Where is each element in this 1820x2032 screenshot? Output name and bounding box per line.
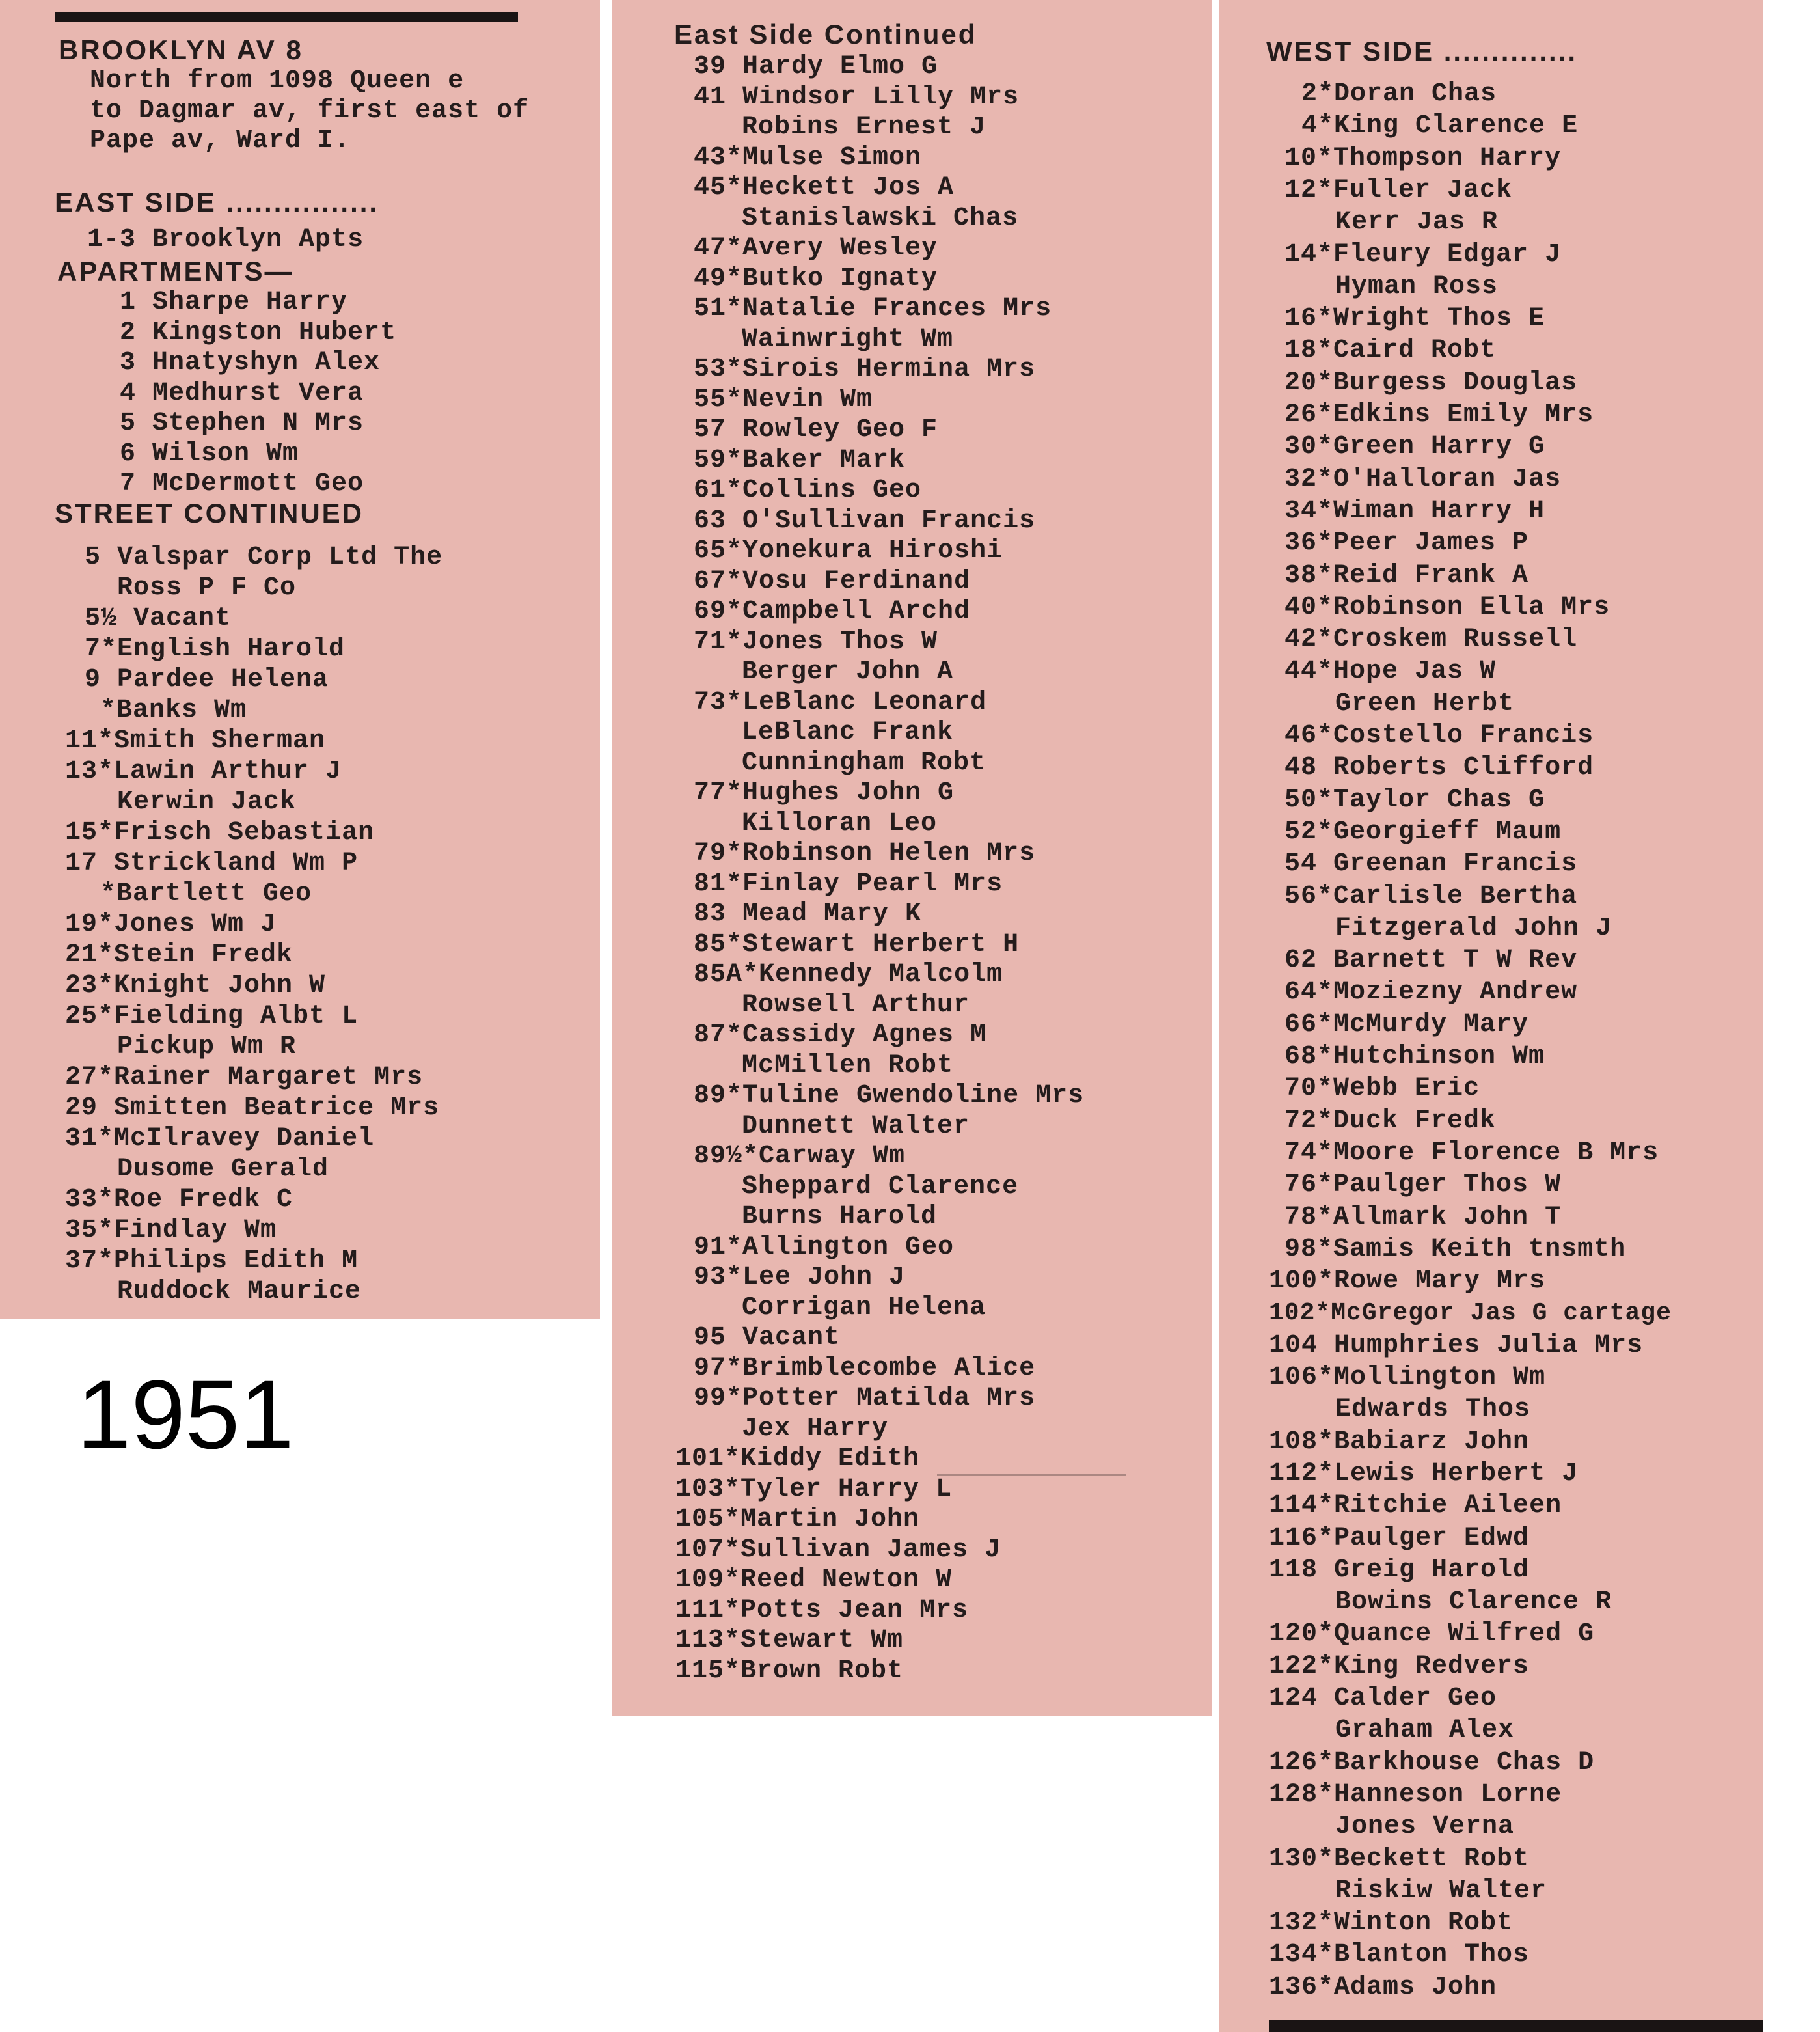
listing-entry: 47*Avery Wesley [694,234,938,263]
street-description-line: North from 1098 Queen e [90,66,465,96]
bottom-rule-bar [1269,2020,1763,2032]
listing-entry: 103*Tyler Harry L [675,1474,953,1504]
listing-entry: Stanislawski Chas [742,203,1019,233]
listing-entry: 12*Fuller Jack [1284,175,1513,205]
listing-entry: 38*Reid Frank A [1284,560,1529,590]
listing-entry: Burns Harold [742,1202,938,1231]
listing-entry: Rowsell Arthur [742,990,970,1020]
street-continued-heading: STREET CONTINUED [55,498,364,529]
listing-entry: 5½ Vacant [85,604,232,633]
listing-entry: 112*Lewis Herbert J [1269,1459,1579,1489]
listing-entry: 51*Natalie Frances Mrs [694,294,1052,323]
listing-entry: Green Herbt [1335,689,1515,719]
listing-entry: 85A*Kennedy Malcolm [694,960,1003,989]
listing-entry: 70*Webb Eric [1284,1074,1480,1104]
listing-entry: 4*King Clarence E [1301,111,1579,141]
listing-entry: 76*Paulger Thos W [1284,1170,1562,1200]
listing-entry: 83 Mead Mary K [694,899,922,929]
listing-entry: 57 Rowley Geo F [694,415,938,445]
listing-entry: 43*Mulse Simon [694,143,922,172]
listing-entry: 48 Roberts Clifford [1284,753,1594,783]
listing-entry: Jex Harry [742,1414,889,1444]
listing-entry: Corrigan Helena [742,1293,986,1323]
listing-entry: Sheppard Clarence [742,1172,1019,1201]
listing-entry: 87*Cassidy Agnes M [694,1021,987,1050]
street-description-line: to Dagmar av, first east of [90,96,530,126]
listing-entry: 59*Baker Mark [694,445,906,475]
listing-entry: 108*Babiarz John [1269,1427,1530,1457]
listing-entry: Berger John A [742,657,954,687]
listing-entry: 42*Croskem Russell [1284,625,1578,655]
listing-entry: 89*Tuline Gwendoline Mrs [694,1081,1085,1110]
listing-entry: 101*Kiddy Edith [675,1444,920,1474]
listing-entry: 126*Barkhouse Chas D [1269,1748,1595,1778]
listing-entry: Ross P F Co [117,573,297,603]
street-heading: BROOKLYN AV 8 [59,34,303,65]
column-heading: East Side Continued [674,19,977,49]
listing-entry: 35*Findlay Wm [65,1216,277,1245]
listing-entry: 7*English Harold [85,635,346,664]
listing-entry: Ruddock Maurice [117,1277,362,1306]
listing-entry: 21*Stein Fredk [65,940,293,970]
top-rule-bar [55,12,518,22]
listing-entry: Killoran Leo [742,808,938,838]
listing-entry: 32*O'Halloran Jas [1284,464,1562,494]
listing-entry: 65*Yonekura Hiroshi [694,536,1003,566]
listing-entry: 114*Ritchie Aileen [1269,1491,1562,1521]
listing-entry: 23*Knight John W [65,971,326,1000]
listing-entry: 29 Smitten Beatrice Mrs [65,1093,440,1123]
listing-entry: 78*Allmark John T [1284,1202,1562,1232]
listing-entry: Bowins Clarence R [1335,1587,1612,1617]
listing-entry: 128*Hanneson Lorne [1269,1779,1562,1809]
listing-entry: Dusome Gerald [117,1155,329,1184]
listing-entry: 11*Smith Sherman [65,726,326,756]
listing-entry: Dunnett Walter [742,1111,970,1141]
listing-entry: 71*Jones Thos W [694,627,938,657]
apartment-entry: 2 Kingston Hubert [120,318,397,348]
listing-entry: 116*Paulger Edwd [1269,1523,1530,1553]
listing-entry: 66*McMurdy Mary [1284,1009,1529,1039]
listing-entry: 45*Heckett Jos A [694,173,955,202]
listing-entry: 130*Beckett Robt [1269,1844,1530,1874]
listing-entry: 30*Green Harry G [1284,432,1545,462]
listing-entry: 16*Wright Thos E [1284,304,1545,334]
apartment-entry: 4 Medhurst Vera [120,378,364,408]
listing-entry: 67*Vosu Ferdinand [694,566,971,596]
listing-entry: 46*Costello Francis [1284,721,1594,750]
listing-entry: *Banks Wm [100,696,247,725]
listing-entry: 74*Moore Florence B Mrs [1284,1138,1659,1168]
listing-entry: Fitzgerald John J [1335,913,1612,943]
listing-entry: 72*Duck Fredk [1284,1106,1497,1136]
listing-entry: 14*Fleury Edgar J [1284,240,1562,269]
listing-entry: 5 Valspar Corp Ltd The [85,543,443,572]
listing-entry: 56*Carlisle Bertha [1284,881,1578,911]
listing-entry: 39 Hardy Elmo G [694,52,938,81]
listing-entry: 34*Wiman Harry H [1284,496,1545,526]
apartment-entry: 3 Hnatyshyn Alex [120,348,381,378]
listing-entry: 27*Rainer Margaret Mrs [65,1063,424,1092]
listing-entry: 44*Hope Jas W [1284,657,1497,687]
listing-entry: 33*Roe Fredk C [65,1185,293,1215]
listing-entry: Riskiw Walter [1335,1876,1547,1906]
listing-entry: 18*Caird Robt [1284,336,1497,366]
listing-entry: 26*Edkins Emily Mrs [1284,400,1594,430]
apartments-heading: APARTMENTS— [57,256,294,286]
east-side-heading: EAST SIDE ................ [55,187,379,217]
listing-entry: 98*Samis Keith tnsmth [1284,1234,1627,1264]
listing-entry: 97*Brimblecombe Alice [694,1353,1036,1383]
listing-entry: 77*Hughes John G [694,778,955,808]
listing-entry: 61*Collins Geo [694,476,922,505]
listing-entry: 85*Stewart Herbert H [694,929,1020,959]
listing-entry: 31*McIlravey Daniel [65,1124,375,1153]
faint-divider [937,1474,1126,1476]
listing-entry: 81*Finlay Pearl Mrs [694,869,1003,899]
listing-entry: 100*Rowe Mary Mrs [1269,1267,1546,1297]
listing-entry: 111*Potts Jean Mrs [675,1595,969,1625]
listing-entry: LeBlanc Frank [742,718,954,747]
apartment-entry: 5 Stephen N Mrs [120,409,364,438]
west-side-heading: WEST SIDE .............. [1266,36,1578,66]
listing-entry: 49*Butko Ignaty [694,264,938,294]
apartment-entry: 7 McDermott Geo [120,469,364,499]
listing-entry: 64*Moziezny Andrew [1284,978,1578,1008]
listing-entry: 118 Greig Harold [1269,1555,1530,1585]
listing-entry: 41 Windsor Lilly Mrs [694,82,1020,112]
year-label: 1951 [77,1360,294,1469]
listing-entry: 99*Potter Matilda Mrs [694,1384,1036,1413]
listing-entry: Edwards Thos [1335,1395,1531,1425]
listing-entry: 136*Adams John [1269,1972,1497,2002]
listing-entry: 36*Peer James P [1284,529,1529,558]
listing-entry: 113*Stewart Wm [675,1626,904,1655]
listing-entry: 104 Humphries Julia Mrs [1269,1330,1644,1360]
listing-entry: Cunningham Robt [742,748,986,778]
listing-entry: 50*Taylor Chas G [1284,785,1545,815]
listing-entry: Hyman Ross [1335,271,1499,301]
listing-entry: 20*Burgess Douglas [1284,368,1578,398]
street-description-line: Pape av, Ward I. [90,126,351,156]
listing-entry: 107*Sullivan James J [675,1535,1001,1565]
listing-entry: Robins Ernest J [742,113,986,142]
listing-entry: 9 Pardee Helena [85,665,329,694]
apartment-entry: 1 Sharpe Harry [120,288,348,317]
listing-entry: 10*Thompson Harry [1284,143,1562,173]
apartment-entry: 6 Wilson Wm [120,439,299,469]
listing-entry: 13*Lawin Arthur J [65,757,342,786]
listing-entry: 1-3 Brooklyn Apts [87,225,364,254]
listing-entry: 115*Brown Robt [675,1656,904,1686]
listing-entry: 55*Nevin Wm [694,385,873,415]
listing-entry: 89½*Carway Wm [694,1142,906,1171]
listing-entry: 69*Campbell Archd [694,597,971,626]
listing-entry: 106*Mollington Wm [1269,1363,1546,1392]
listing-entry: 124 Calder Geo [1269,1684,1497,1713]
listing-entry: 79*Robinson Helen Mrs [694,839,1036,868]
listing-entry: 19*Jones Wm J [65,910,277,939]
listing-entry: Kerr Jas R [1335,208,1499,238]
listing-entry: 122*King Redvers [1269,1651,1530,1681]
listing-entry: 68*Hutchinson Wm [1284,1042,1545,1071]
listing-entry: 134*Blanton Thos [1269,1940,1530,1970]
listing-entry: 95 Vacant [694,1323,841,1352]
listing-entry: 52*Georgieff Maum [1284,817,1562,847]
listing-entry: Wainwright Wm [742,324,954,354]
listing-entry: 120*Quance Wilfred G [1269,1619,1595,1649]
listing-entry: 25*Fielding Albt L [65,1002,359,1031]
listing-entry: Graham Alex [1335,1716,1515,1746]
listing-entry: 105*Martin John [675,1505,920,1534]
listing-entry: 102*McGregor Jas G cartage [1269,1299,1672,1328]
listing-entry: 93*Lee John J [694,1263,906,1292]
listing-entry: Kerwin Jack [117,788,297,817]
listing-entry: 54 Greenan Francis [1284,849,1578,879]
listing-entry: Pickup Wm R [117,1032,297,1062]
listing-entry: 73*LeBlanc Leonard [694,687,987,717]
listing-entry: *Bartlett Geo [100,879,312,909]
listing-entry: 63 O'Sullivan Francis [694,506,1036,536]
listing-entry: 62 Barnett T W Rev [1284,946,1578,976]
listing-entry: 2*Doran Chas [1301,79,1497,109]
listing-entry: 37*Philips Edith M [65,1246,359,1276]
listing-entry: 15*Frisch Sebastian [65,818,375,847]
listing-entry: 17 Strickland Wm P [65,849,359,878]
listing-entry: 53*Sirois Hermina Mrs [694,355,1036,384]
listing-entry: 132*Winton Robt [1269,1908,1514,1938]
listing-entry: 91*Allington Geo [694,1232,955,1262]
listing-entry: Jones Verna [1335,1812,1515,1842]
listing-entry: 109*Reed Newton W [675,1565,953,1595]
listing-entry: 40*Robinson Ella Mrs [1284,592,1610,622]
listing-entry: McMillen Robt [742,1050,954,1080]
